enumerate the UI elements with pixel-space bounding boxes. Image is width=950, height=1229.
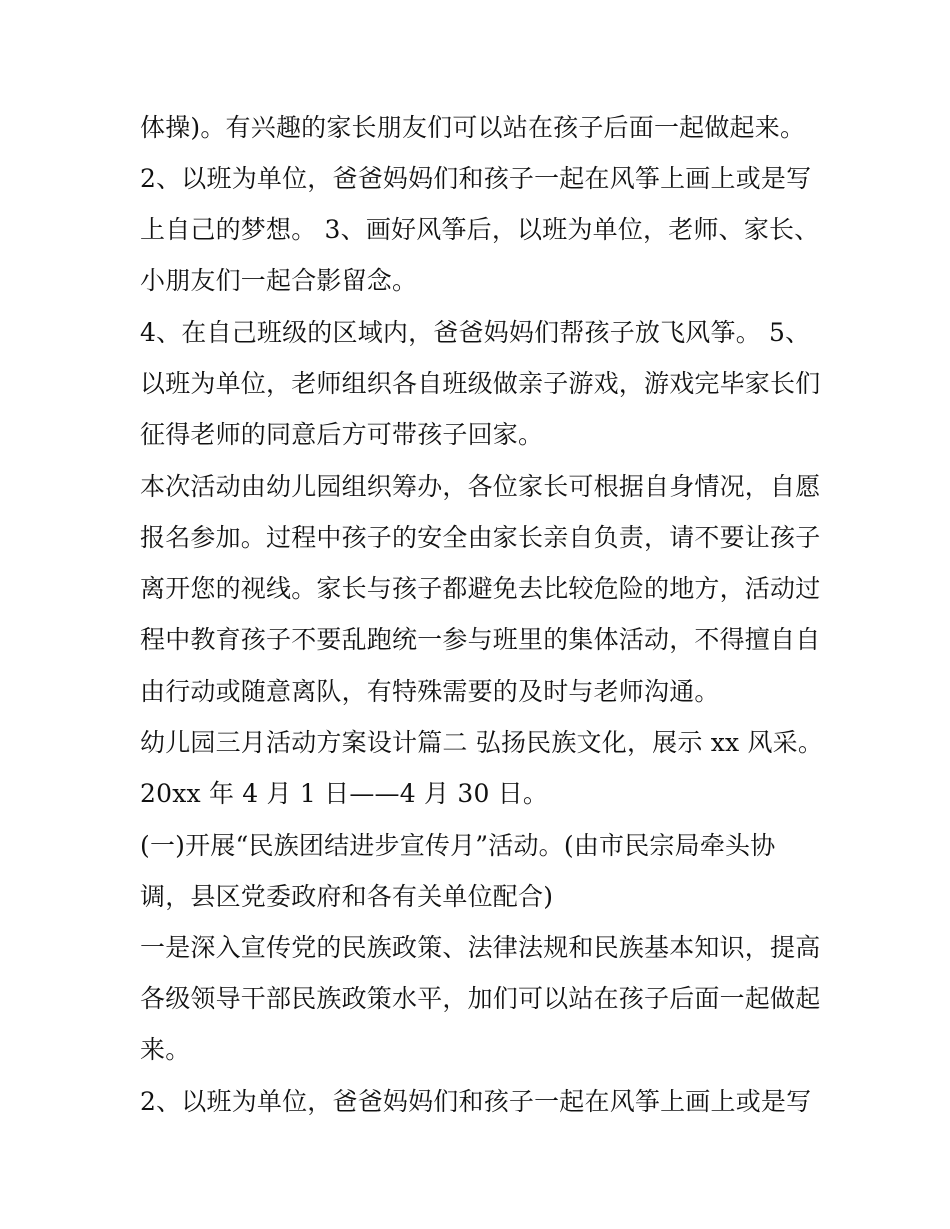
text-line: 体操)。有兴趣的家长朋友们可以站在孩子后面一起做起来。 bbox=[140, 113, 806, 142]
text-line: 由行动或随意离队，有特殊需要的及时与老师沟通。 bbox=[140, 677, 720, 706]
text-line: 程中教育孩子不要乱跑统一参与班里的集体活动，不得擅自自 bbox=[140, 625, 821, 654]
text-line: 幼儿园三月活动方案设计篇二 弘扬民族文化，展示 xx 风采。 bbox=[140, 728, 824, 757]
text-line: 各级领导干部民族政策水平，加们可以站在孩子后面一起做起 bbox=[140, 984, 821, 1013]
text-line: 小朋友们一起合影留念。 bbox=[140, 266, 418, 295]
text-line: 上自己的梦想。 3、画好风筝后，以班为单位，老师、家长、 bbox=[140, 215, 820, 244]
text-line: 2、以班为单位，爸爸妈妈们和孩子一起在风筝上画上或是写 bbox=[140, 1087, 812, 1116]
text-line: 20xx 年 4 月 1 日——4 月 30 日。 bbox=[140, 779, 549, 808]
text-line: 离开您的视线。家长与孩子都避免去比较危险的地方，活动过 bbox=[140, 574, 821, 603]
text-line: 以班为单位，老师组织各自班级做亲子游戏，游戏完毕家长们 bbox=[140, 369, 821, 398]
text-line: 来。 bbox=[140, 1035, 191, 1064]
text-line: (一)开展“民族团结进步宣传月”活动。(由市民宗局牵头协 bbox=[140, 831, 776, 860]
text-line: 4、在自己班级的区域内，爸爸妈妈们帮孩子放飞风筝。 5、 bbox=[140, 318, 811, 347]
text-line: 本次活动由幼儿园组织筹办，各位家长可根据自身情况，自愿 bbox=[140, 472, 821, 501]
text-line: 一是深入宣传党的民族政策、法律法规和民族基本知识，提高 bbox=[140, 933, 821, 962]
text-line: 2、以班为单位，爸爸妈妈们和孩子一起在风筝上画上或是写 bbox=[140, 164, 812, 193]
text-line: 报名参加。过程中孩子的安全由家长亲自负责，请不要让孩子 bbox=[140, 523, 821, 552]
text-line: 调，县区党委政府和各有关单位配合) bbox=[140, 882, 554, 911]
text-line: 征得老师的同意后方可带孩子回家。 bbox=[140, 420, 544, 449]
